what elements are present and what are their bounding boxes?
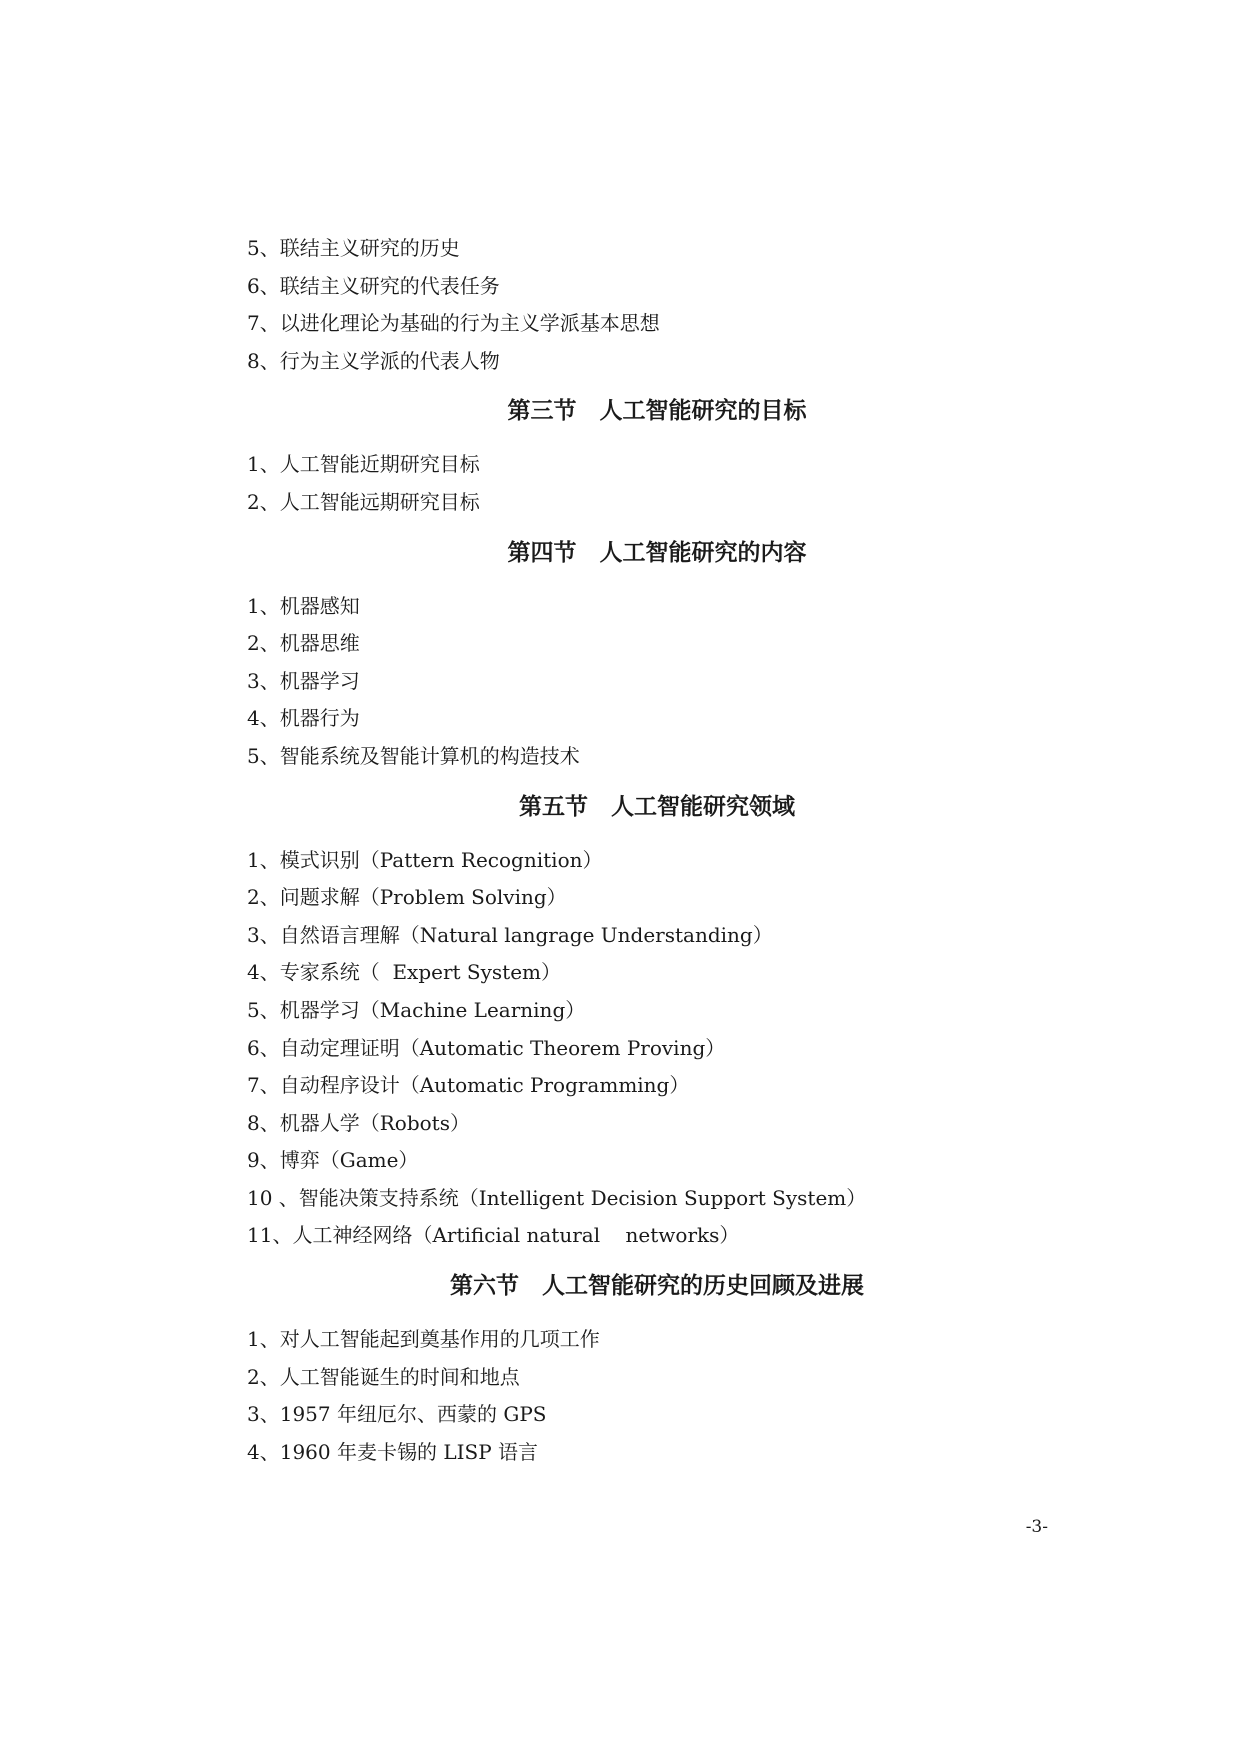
section2-tail-list (247, 229, 1067, 379)
list-item: 3、自然语言理解（Natural langrage Understanding） (247, 922, 773, 947)
list-item: 7、自动程序设计（Automatic Programming） (247, 1073, 690, 1098)
list-item: 5、机器学习（Machine Learning） (247, 997, 586, 1022)
list-item: 1、人工智能近期研究目标 (247, 452, 480, 477)
list-item: 5、联结主义研究的历史 (247, 236, 460, 260)
section5-heading: 第五节 人工智能研究领域 (519, 793, 795, 820)
list-item: 1、模式识别（Pattern Recognition） (247, 847, 603, 872)
list-item: 8、行为主义学派的代表人物 (247, 348, 500, 373)
section6-list (247, 1320, 1067, 1470)
list-item: 4、1960 年麦卡锡的 LISP 语言 (247, 1439, 539, 1464)
list-item: 1、机器感知 (247, 593, 360, 618)
list-item: 3、机器学习 (247, 668, 360, 693)
list-item: 2、机器思维 (247, 631, 360, 656)
list-item: 11、人工神经网络（Artificial natural networks） (247, 1223, 740, 1248)
section5-list (247, 841, 1067, 1255)
section4-list (247, 587, 1067, 775)
list-item: 2、问题求解（Problem Solving） (247, 885, 567, 910)
section6-heading: 第六节 人工智能研究的历史回顾及进展 (450, 1273, 864, 1300)
list-item: 8、机器人学（Robots） (247, 1110, 470, 1135)
list-item: 2、人工智能远期研究目标 (247, 489, 480, 514)
page-content (247, 229, 1067, 1470)
list-item: 9、博弈（Game） (247, 1148, 419, 1173)
list-item: 5、智能系统及智能计算机的构造技术 (247, 743, 580, 768)
list-item: 10 、智能决策支持系统（Intelligent Decision Support System） (247, 1185, 867, 1210)
list-item: 2、人工智能诞生的时间和地点 (247, 1364, 520, 1389)
list-item: 6、自动定理证明（Automatic Theorem Proving） (247, 1035, 726, 1060)
list-item: 4、机器行为 (247, 706, 360, 731)
section4-heading: 第四节 人工智能研究的内容 (507, 539, 807, 566)
list-item: 7、以进化理论为基础的行为主义学派基本思想 (247, 311, 660, 336)
list-item: 4、专家系统（ Expert System） (247, 960, 562, 985)
page-number: -3- (1025, 1517, 1048, 1537)
list-item: 3、1957 年纽厄尔、西蒙的 GPS (247, 1402, 547, 1427)
list-item: 6、联结主义研究的代表任务 (247, 273, 500, 298)
section3-list (247, 445, 1067, 520)
section3-heading: 第三节 人工智能研究的目标 (507, 398, 807, 425)
list-item: 1、对人工智能起到奠基作用的几项工作 (247, 1327, 600, 1352)
